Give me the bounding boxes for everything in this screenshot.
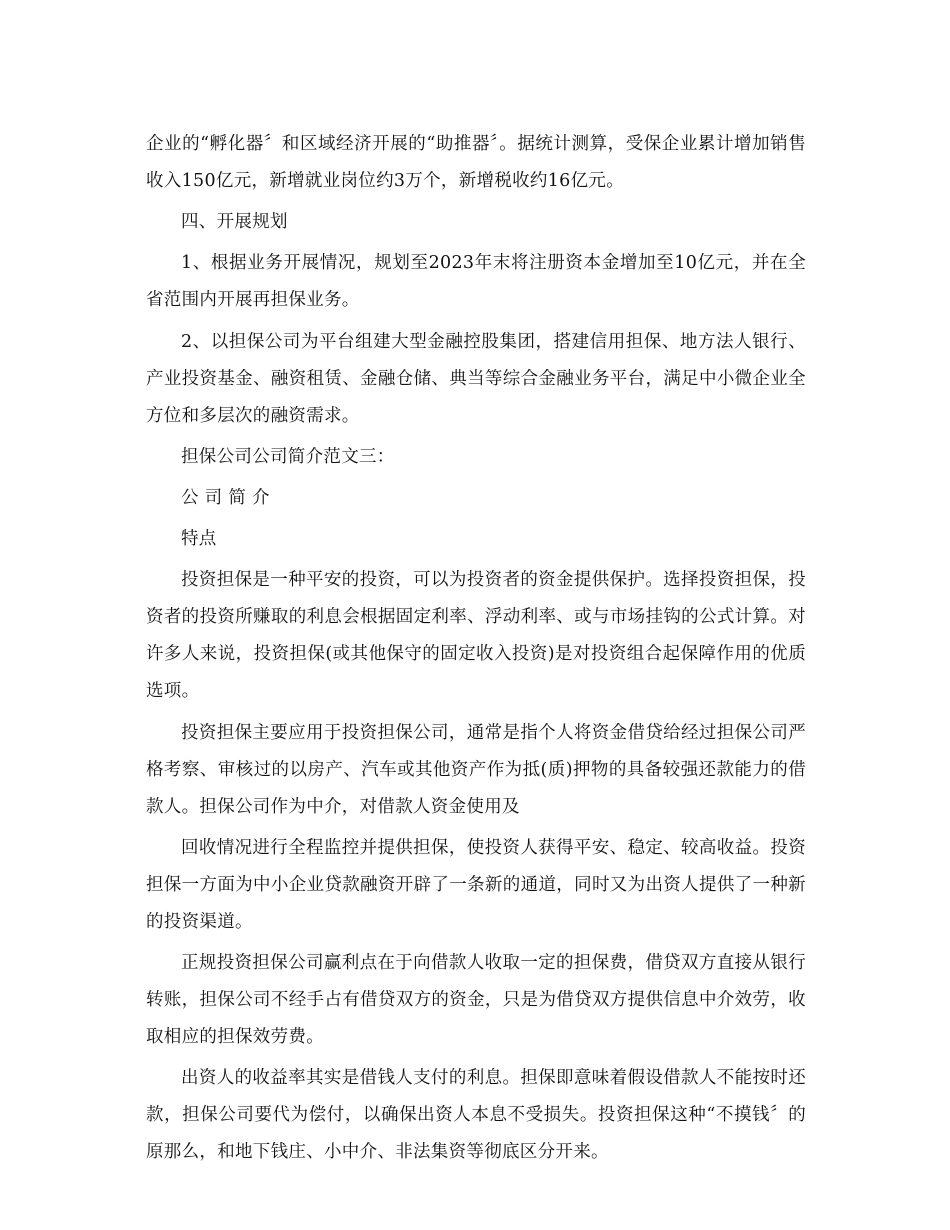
- plan-item-1: 1、根据业务开展情况，规划至2023年末将注册资本金增加至10亿元，并在全省范围内开展再担保业务。: [146, 253, 806, 311]
- paragraph-profit: 正规投资担保公司赢利点在于向借款人收取一定的担保费，借贷双方直接从银行转账，担保公司不经手占有借贷双方的资金，只是为借贷双方提供信息中介效劳，收取相应的担保效劳费。: [146, 952, 806, 1047]
- paragraph-monitoring: 回收情况进行全程监控并提供担保，使投资人获得平安、稳定、较高收益。投资担保一方面为中小企业贷款融资开辟了一条新的通道，同时又为出资人提供了一种新的投资渠道。: [146, 837, 806, 932]
- paragraph-investment-guarantee: 投资担保是一种平安的投资，可以为投资者的资金提供保护。选择投资担保，投资者的投资所赚取的利息会根据固定利率、浮动利率、或与市场挂钩的公式计算。对许多人来说，投资担保(或其他保守的固定收入投资)是对投资组合起保障作用的优质选项。: [146, 570, 806, 702]
- paragraph-application: 投资担保主要应用于投资担保公司，通常是指个人将资金借贷给经过担保公司严格考察、审核过的以房产、汽车或其他资产作为抵(质)押物的具备较强还款能力的借款人。担保公司作为中介，对借款人资金使用及: [146, 722, 806, 817]
- document-body: [146, 126, 806, 1175]
- sample-title: 担保公司公司简介范文三：: [181, 446, 395, 467]
- section-heading-plan: 四、开展规划: [181, 212, 288, 233]
- paragraph-continuation: 企业的“孵化器〞和区域经济开展的“助推器〞。据统计测算，受保企业累计增加销售收入150亿元，新增就业岗位约3万个，新增税收约16亿元。: [146, 134, 806, 191]
- features-heading: 特点: [181, 529, 217, 550]
- paragraph-return: 出资人的收益率其实是借钱人支付的利息。担保即意味着假设借款人不能按时还款，担保公司要代为偿付，以确保出资人本息不受损失。投资担保这种“不摸钱〞的原那么，和地下钱庄、小中介、非法集资等彻底区分开来。: [146, 1068, 806, 1163]
- plan-item-2: 2、以担保公司为平台组建大型金融控股集团，搭建信用担保、地方法人银行、产业投资基金、融资租赁、金融仓储、典当等综合金融业务平台，满足中小微企业全方位和多层次的融资需求。: [146, 331, 806, 426]
- company-intro-heading: 公 司 简 介: [181, 487, 270, 508]
